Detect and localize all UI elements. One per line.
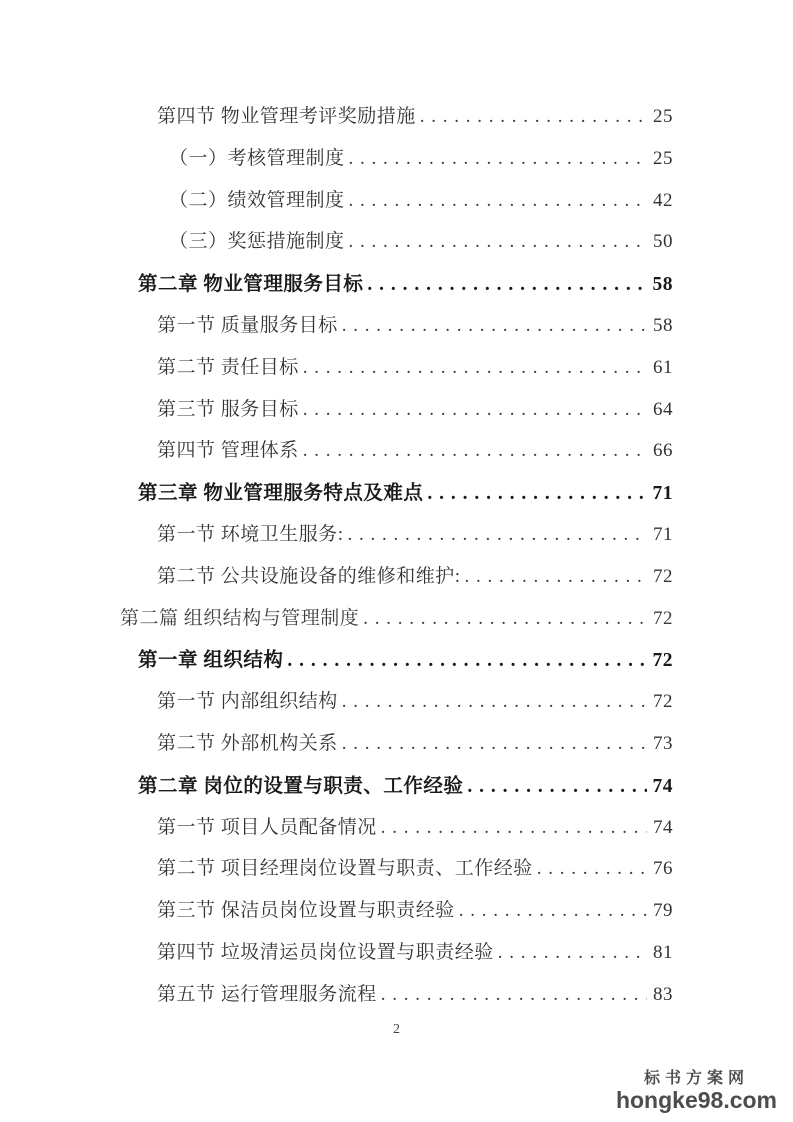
dot-leader (498, 942, 647, 964)
toc-entry-page: 81 (653, 941, 673, 963)
toc-entry-title: 第二章 岗位的设置与职责、工作经验 (138, 775, 464, 797)
dot-leader (348, 524, 647, 546)
toc-entry (120, 477, 673, 519)
toc-entry-page: 72 (653, 691, 673, 713)
page-number: 2 (393, 1022, 400, 1037)
toc-entry (120, 686, 673, 728)
dot-leader (349, 231, 647, 253)
toc-entry (120, 603, 673, 645)
watermark-site-url: hongke98.com (615, 1086, 777, 1113)
toc-entry-title: 第三章 物业管理服务特点及难点 (138, 483, 424, 505)
toc-entry-page: 72 (652, 650, 673, 672)
toc-entry-title: 第四节 物业管理考评奖励措施 (157, 106, 416, 127)
dot-leader (303, 399, 647, 421)
toc-entry-page: 58 (653, 314, 673, 336)
toc-entry-title: 第二篇 组织结构与管理制度 (120, 607, 360, 629)
toc-entry-title: 第一节 内部组织结构 (157, 691, 338, 713)
dot-leader (537, 858, 647, 880)
toc-entry (120, 728, 673, 770)
toc-entry (120, 143, 673, 185)
dot-leader (349, 148, 647, 170)
toc-entry-page: 74 (653, 816, 673, 838)
dot-leader (342, 733, 647, 755)
toc-entry-title: 第四节 管理体系 (157, 440, 299, 462)
toc-entry-page: 25 (653, 106, 673, 127)
toc-entry-page: 64 (653, 398, 673, 420)
dot-leader (381, 817, 647, 839)
toc-entry-title: 第二节 公共设施设备的维修和维护: (157, 565, 461, 587)
toc-entry (120, 937, 673, 979)
toc-entry-page: 71 (653, 523, 673, 545)
toc-entry-page: 79 (653, 900, 673, 922)
toc-entry-page: 66 (653, 440, 673, 462)
toc-entry (120, 435, 673, 477)
toc-entry-page: 50 (653, 231, 673, 253)
table-of-contents (120, 101, 673, 1021)
toc-entry-page: 72 (653, 565, 673, 587)
dot-leader (467, 776, 647, 798)
dot-leader (465, 566, 647, 588)
dot-leader (303, 440, 647, 462)
toc-entry-title: 第一章 组织结构 (138, 650, 284, 672)
toc-entry-title: 第一节 项目人员配备情况 (157, 816, 377, 838)
toc-entry-page: 71 (652, 483, 673, 505)
toc-entry-title: 第二节 外部机构关系 (157, 732, 338, 754)
toc-entry (120, 979, 673, 1021)
toc-entry-page: 74 (652, 775, 673, 797)
toc-entry (120, 226, 673, 268)
toc-entry-page: 61 (653, 356, 673, 378)
toc-entry (120, 770, 673, 812)
toc-entry (120, 352, 673, 394)
dot-leader (363, 608, 647, 630)
toc-entry (120, 185, 673, 227)
toc-entry-title: 第二节 项目经理岗位设置与职责、工作经验 (157, 858, 533, 880)
toc-entry-page: 73 (653, 732, 673, 754)
dot-leader (427, 483, 647, 505)
toc-entry-title: 第三节 服务目标 (157, 398, 299, 420)
dot-leader (420, 106, 647, 128)
toc-entry-page: 76 (653, 858, 673, 880)
toc-entry (120, 101, 673, 143)
dot-leader (303, 357, 647, 379)
dot-leader (381, 984, 647, 1006)
dot-leader (342, 315, 647, 337)
toc-entry-title: 第二节 责任目标 (157, 356, 299, 378)
toc-entry (120, 519, 673, 561)
toc-entry-title: （二）绩效管理制度 (169, 189, 345, 211)
toc-entry (120, 310, 673, 352)
toc-entry-title: 第四节 垃圾清运员岗位设置与职责经验 (157, 941, 494, 963)
toc-entry (120, 644, 673, 686)
dot-leader (342, 691, 647, 713)
toc-entry (120, 853, 673, 895)
toc-entry-page: 83 (653, 983, 673, 1005)
toc-entry-title: 第一节 环境卫生服务: (157, 523, 344, 545)
dot-leader (349, 190, 647, 212)
toc-entry-page: 42 (653, 189, 673, 211)
toc-entry (120, 394, 673, 436)
watermark (616, 1071, 777, 1112)
toc-entry (120, 895, 673, 937)
toc-entry-title: （三）奖惩措施制度 (169, 231, 345, 253)
dot-leader (367, 274, 647, 296)
toc-entry-title: （一）考核管理制度 (169, 147, 345, 169)
watermark-site-name: 标书方案网 (643, 1070, 749, 1088)
toc-entry-page: 58 (652, 274, 673, 296)
toc-entry (120, 812, 673, 854)
toc-entry-title: 第三节 保洁员岗位设置与职责经验 (157, 900, 455, 922)
dot-leader (287, 650, 647, 672)
dot-leader (459, 900, 647, 922)
toc-entry-page: 25 (653, 147, 673, 169)
toc-entry-title: 第一节 质量服务目标 (157, 314, 338, 336)
toc-entry-page: 72 (653, 607, 673, 629)
toc-entry-title: 第五节 运行管理服务流程 (157, 983, 377, 1005)
toc-entry (120, 561, 673, 603)
toc-entry (120, 268, 673, 310)
toc-entry-title: 第二章 物业管理服务目标 (138, 274, 364, 296)
